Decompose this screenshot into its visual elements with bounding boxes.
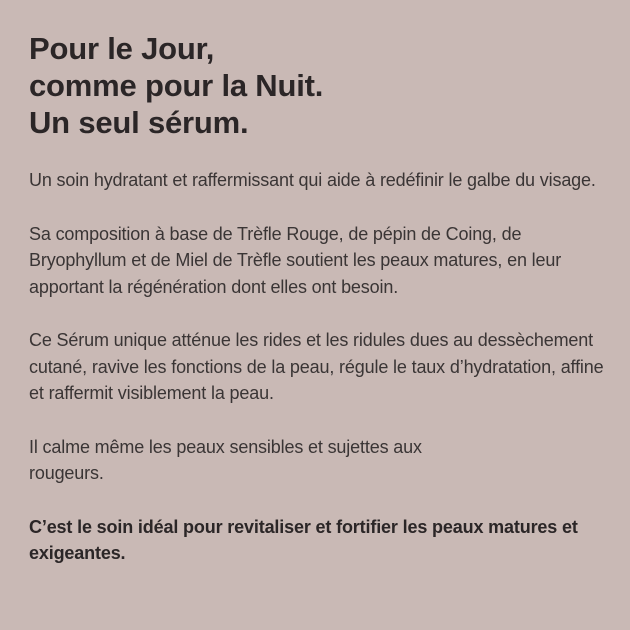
description-body <box>29 167 604 567</box>
paragraph-benefits: Ce Sérum unique atténue les rides et les ridules dues au dessèchement cutané, ravive les fonctions de la peau, régule le taux d’hydratation, affine et raffermit visiblement la peau. <box>29 330 604 403</box>
paragraph-intro: Un soin hydratant et raffermissant qui aide à redéfinir le galbe du visage. <box>29 170 596 190</box>
headline-line-2: comme pour la Nuit. <box>29 68 324 103</box>
paragraph-sensitive-skin: Il calme même les peaux sensibles et sujettes aux rougeurs. <box>29 436 422 483</box>
paragraph-composition: Sa composition à base de Trèfle Rouge, de pépin de Coing, de Bryophyllum et de Miel de Trèfle soutient les peaux matures, en leur apportant la régénération dont elles ont besoin. <box>29 223 562 297</box>
headline <box>29 30 604 141</box>
headline-line-3: Un seul sérum. <box>29 105 249 140</box>
headline-line-1: Pour le Jour, <box>29 31 215 66</box>
closing-statement: C’est le soin idéal pour revitaliser et fortifier les peaux matures et exigeantes. <box>29 516 578 563</box>
